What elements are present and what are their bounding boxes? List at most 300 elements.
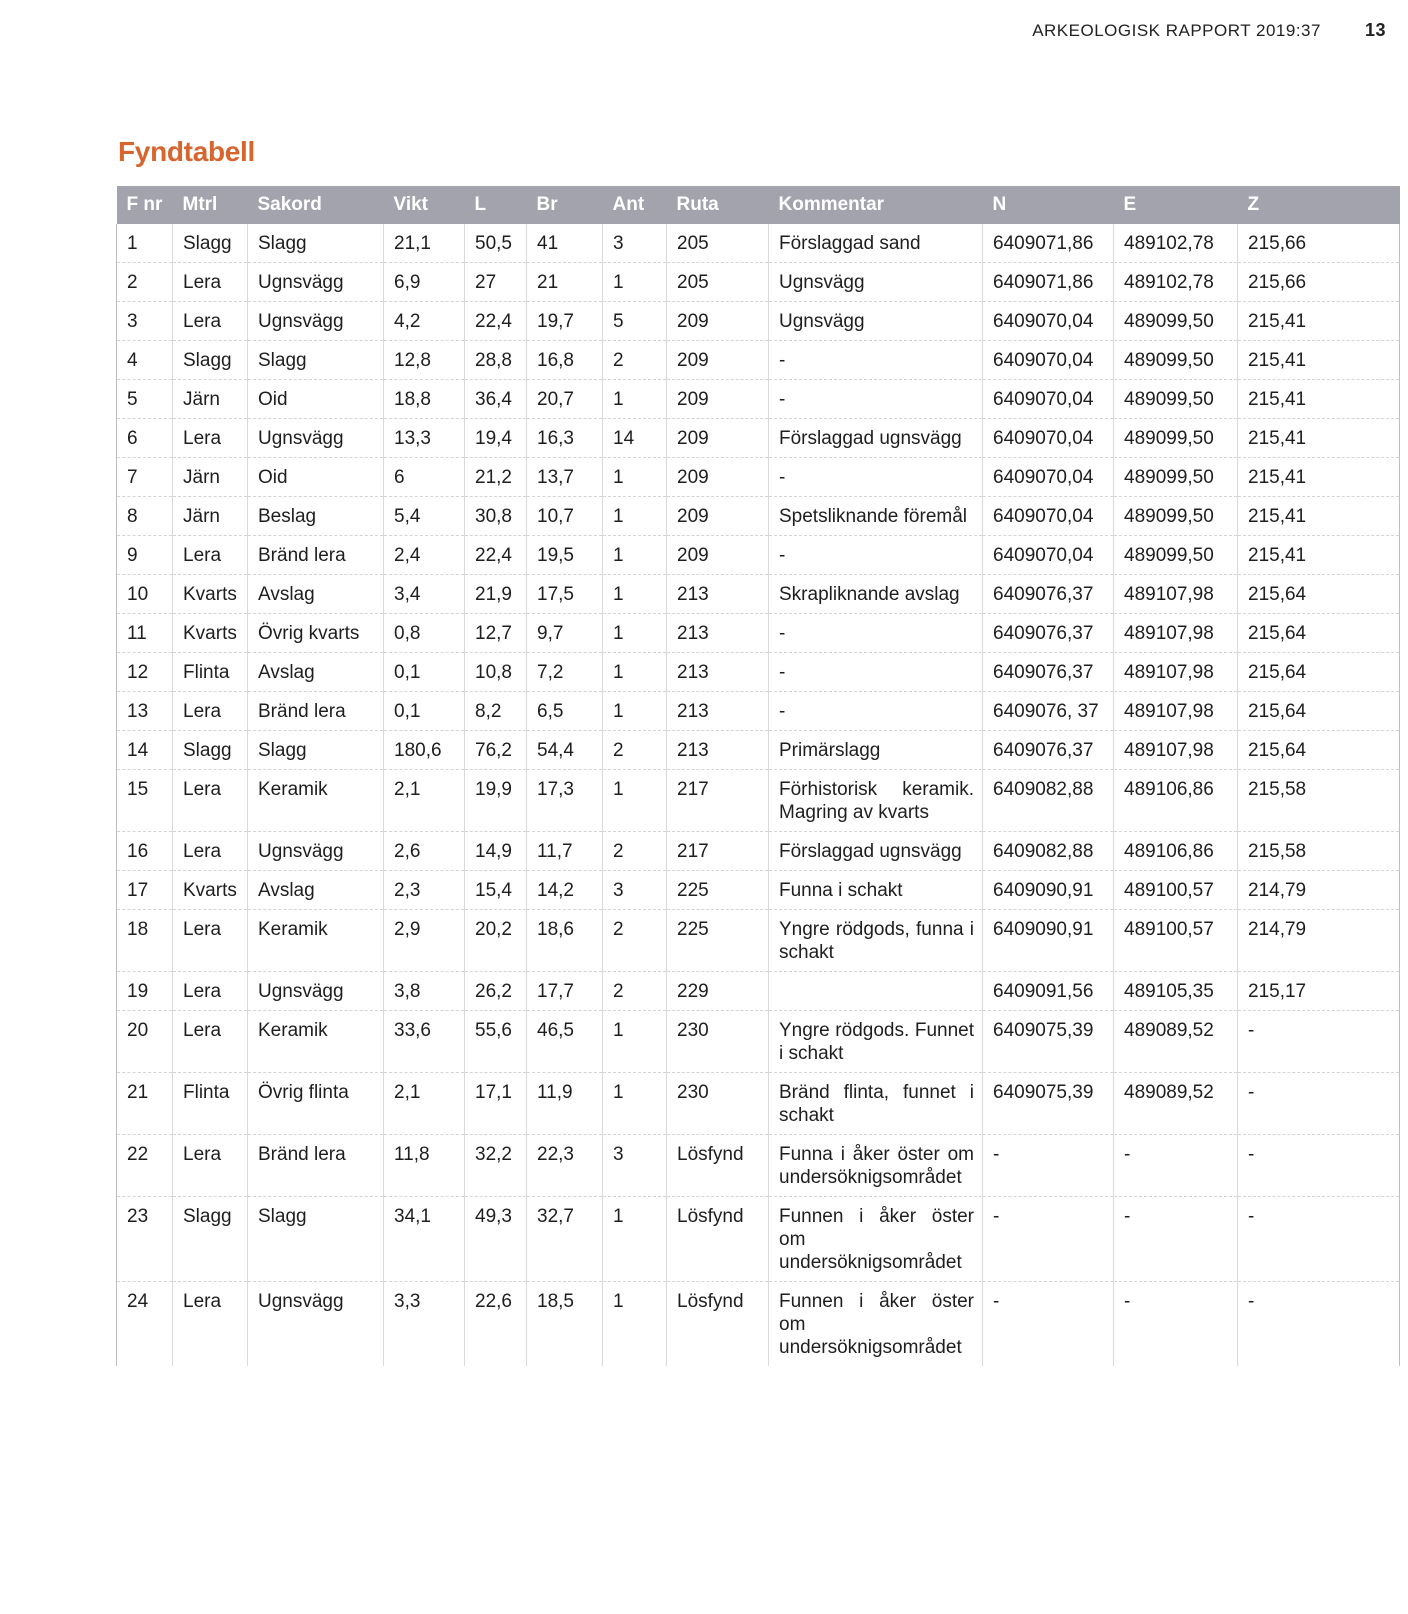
- cell-fnr: 23: [117, 1197, 173, 1282]
- cell-br: 11,7: [527, 832, 603, 871]
- cell-sakord: Keramik: [248, 1011, 384, 1073]
- cell-e: 489106,86: [1114, 770, 1238, 832]
- cell-ant: 1: [603, 263, 667, 302]
- cell-ant: 1: [603, 1011, 667, 1073]
- cell-mtrl: Lera: [173, 1011, 248, 1073]
- cell-mtrl: Flinta: [173, 1073, 248, 1135]
- cell-kommentar: -: [769, 536, 983, 575]
- cell-mtrl: Lera: [173, 302, 248, 341]
- table-row: [117, 1282, 1400, 1367]
- cell-n: 6409076,37: [983, 731, 1114, 770]
- cell-vikt: 2,1: [384, 1073, 465, 1135]
- cell-sakord: Avslag: [248, 575, 384, 614]
- cell-n: 6409082,88: [983, 770, 1114, 832]
- cell-mtrl: Järn: [173, 497, 248, 536]
- table-row: [117, 1197, 1400, 1282]
- cell-sakord: Bränd lera: [248, 536, 384, 575]
- table-row: [117, 731, 1400, 770]
- cell-ruta: 205: [667, 224, 769, 263]
- cell-ant: 1: [603, 497, 667, 536]
- cell-n: 6409070,04: [983, 302, 1114, 341]
- cell-mtrl: Lera: [173, 972, 248, 1011]
- cell-n: 6409076,37: [983, 614, 1114, 653]
- cell-z: 215,41: [1238, 419, 1400, 458]
- cell-ruta: 209: [667, 341, 769, 380]
- cell-l: 22,4: [465, 536, 527, 575]
- cell-z: 215,64: [1238, 575, 1400, 614]
- cell-e: 489089,52: [1114, 1073, 1238, 1135]
- cell-z: 215,41: [1238, 302, 1400, 341]
- table-row: [117, 871, 1400, 910]
- cell-n: 6409076,37: [983, 653, 1114, 692]
- cell-br: 17,5: [527, 575, 603, 614]
- table-row: [117, 972, 1400, 1011]
- cell-ant: 2: [603, 910, 667, 972]
- cell-kommentar: -: [769, 692, 983, 731]
- table-row: [117, 1073, 1400, 1135]
- cell-kommentar: Yngre rödgods. Funnet i schakt: [769, 1011, 983, 1073]
- table-row: [117, 1011, 1400, 1073]
- column-header-mtrl: Mtrl: [173, 186, 248, 224]
- cell-e: 489099,50: [1114, 341, 1238, 380]
- cell-fnr: 21: [117, 1073, 173, 1135]
- cell-e: 489102,78: [1114, 263, 1238, 302]
- cell-sakord: Slagg: [248, 731, 384, 770]
- cell-fnr: 17: [117, 871, 173, 910]
- cell-vikt: 0,1: [384, 653, 465, 692]
- cell-z: -: [1238, 1073, 1400, 1135]
- cell-n: 6409076, 37: [983, 692, 1114, 731]
- table-body: [117, 224, 1400, 1366]
- cell-vikt: 3,3: [384, 1282, 465, 1367]
- table-header-row: [117, 186, 1400, 224]
- cell-ruta: 225: [667, 871, 769, 910]
- cell-n: 6409082,88: [983, 832, 1114, 871]
- column-header-sakord: Sakord: [248, 186, 384, 224]
- cell-ruta: 209: [667, 458, 769, 497]
- cell-z: 215,41: [1238, 458, 1400, 497]
- cell-fnr: 2: [117, 263, 173, 302]
- cell-l: 14,9: [465, 832, 527, 871]
- cell-mtrl: Slagg: [173, 1197, 248, 1282]
- cell-kommentar: -: [769, 614, 983, 653]
- cell-fnr: 8: [117, 497, 173, 536]
- cell-mtrl: Flinta: [173, 653, 248, 692]
- cell-kommentar: Förhistorisk keramik. Magring av kvarts: [769, 770, 983, 832]
- cell-sakord: Keramik: [248, 770, 384, 832]
- cell-kommentar: -: [769, 341, 983, 380]
- cell-z: 215,66: [1238, 263, 1400, 302]
- cell-sakord: Oid: [248, 380, 384, 419]
- cell-e: 489107,98: [1114, 614, 1238, 653]
- cell-vikt: 2,1: [384, 770, 465, 832]
- cell-kommentar: Förslaggad ugnsvägg: [769, 419, 983, 458]
- cell-l: 22,6: [465, 1282, 527, 1367]
- cell-kommentar: -: [769, 653, 983, 692]
- cell-kommentar: Yngre rödgods, funna i schakt: [769, 910, 983, 972]
- cell-vikt: 6: [384, 458, 465, 497]
- column-header-n: N: [983, 186, 1114, 224]
- cell-e: -: [1114, 1282, 1238, 1367]
- cell-vikt: 3,4: [384, 575, 465, 614]
- cell-br: 32,7: [527, 1197, 603, 1282]
- table-row: [117, 302, 1400, 341]
- cell-sakord: Avslag: [248, 653, 384, 692]
- cell-fnr: 16: [117, 832, 173, 871]
- cell-vikt: 34,1: [384, 1197, 465, 1282]
- cell-br: 19,5: [527, 536, 603, 575]
- cell-ruta: 213: [667, 614, 769, 653]
- column-header-e: E: [1114, 186, 1238, 224]
- table-row: [117, 1135, 1400, 1197]
- cell-e: 489099,50: [1114, 497, 1238, 536]
- cell-ant: 1: [603, 692, 667, 731]
- cell-ruta: 230: [667, 1073, 769, 1135]
- cell-ruta: 230: [667, 1011, 769, 1073]
- cell-sakord: Bränd lera: [248, 692, 384, 731]
- column-header-ant: Ant: [603, 186, 667, 224]
- cell-ruta: 209: [667, 302, 769, 341]
- cell-z: 215,41: [1238, 536, 1400, 575]
- cell-br: 13,7: [527, 458, 603, 497]
- cell-ant: 14: [603, 419, 667, 458]
- cell-sakord: Beslag: [248, 497, 384, 536]
- table-row: [117, 263, 1400, 302]
- cell-vikt: 5,4: [384, 497, 465, 536]
- cell-br: 18,5: [527, 1282, 603, 1367]
- cell-ant: 1: [603, 1282, 667, 1367]
- cell-ruta: 209: [667, 419, 769, 458]
- cell-ant: 3: [603, 1135, 667, 1197]
- cell-z: 215,58: [1238, 832, 1400, 871]
- cell-l: 22,4: [465, 302, 527, 341]
- cell-ruta: 229: [667, 972, 769, 1011]
- cell-br: 54,4: [527, 731, 603, 770]
- cell-br: 18,6: [527, 910, 603, 972]
- cell-n: 6409071,86: [983, 224, 1114, 263]
- cell-e: 489099,50: [1114, 380, 1238, 419]
- cell-br: 22,3: [527, 1135, 603, 1197]
- cell-vikt: 18,8: [384, 380, 465, 419]
- cell-l: 12,7: [465, 614, 527, 653]
- cell-sakord: Ugnsvägg: [248, 1282, 384, 1367]
- cell-fnr: 18: [117, 910, 173, 972]
- cell-n: 6409070,04: [983, 419, 1114, 458]
- cell-z: 215,58: [1238, 770, 1400, 832]
- cell-ruta: 217: [667, 770, 769, 832]
- cell-e: 489100,57: [1114, 910, 1238, 972]
- cell-vikt: 12,8: [384, 341, 465, 380]
- cell-kommentar: Primärslagg: [769, 731, 983, 770]
- cell-kommentar: Funna i åker öster om undersöknigsområdet: [769, 1135, 983, 1197]
- cell-ant: 1: [603, 653, 667, 692]
- cell-ant: 2: [603, 832, 667, 871]
- column-header-br: Br: [527, 186, 603, 224]
- cell-mtrl: Slagg: [173, 224, 248, 263]
- cell-n: -: [983, 1282, 1114, 1367]
- table-row: [117, 341, 1400, 380]
- table-row: [117, 419, 1400, 458]
- cell-sakord: Avslag: [248, 871, 384, 910]
- cell-z: -: [1238, 1197, 1400, 1282]
- cell-sakord: Bränd lera: [248, 1135, 384, 1197]
- table-row: [117, 832, 1400, 871]
- cell-br: 17,7: [527, 972, 603, 1011]
- cell-n: 6409090,91: [983, 910, 1114, 972]
- page-number: 13: [1364, 20, 1386, 40]
- cell-n: 6409091,56: [983, 972, 1114, 1011]
- find-table: [116, 186, 1400, 1366]
- cell-mtrl: Kvarts: [173, 871, 248, 910]
- cell-fnr: 14: [117, 731, 173, 770]
- cell-z: 215,64: [1238, 692, 1400, 731]
- cell-l: 21,9: [465, 575, 527, 614]
- cell-kommentar: -: [769, 458, 983, 497]
- table-row: [117, 224, 1400, 263]
- running-header: [1032, 20, 1386, 41]
- cell-e: 489107,98: [1114, 692, 1238, 731]
- cell-br: 16,8: [527, 341, 603, 380]
- cell-vikt: 11,8: [384, 1135, 465, 1197]
- cell-ant: 3: [603, 871, 667, 910]
- cell-mtrl: Slagg: [173, 341, 248, 380]
- cell-n: 6409070,04: [983, 380, 1114, 419]
- cell-z: 215,17: [1238, 972, 1400, 1011]
- cell-sakord: Keramik: [248, 910, 384, 972]
- cell-l: 50,5: [465, 224, 527, 263]
- cell-l: 19,9: [465, 770, 527, 832]
- cell-mtrl: Järn: [173, 380, 248, 419]
- cell-fnr: 19: [117, 972, 173, 1011]
- cell-ruta: 213: [667, 575, 769, 614]
- cell-ant: 1: [603, 380, 667, 419]
- cell-vikt: 2,6: [384, 832, 465, 871]
- cell-e: 489099,50: [1114, 458, 1238, 497]
- cell-n: -: [983, 1135, 1114, 1197]
- cell-sakord: Oid: [248, 458, 384, 497]
- cell-n: 6409075,39: [983, 1011, 1114, 1073]
- table-row: [117, 497, 1400, 536]
- cell-sakord: Övrig flinta: [248, 1073, 384, 1135]
- cell-e: 489102,78: [1114, 224, 1238, 263]
- cell-n: 6409090,91: [983, 871, 1114, 910]
- cell-l: 36,4: [465, 380, 527, 419]
- cell-fnr: 15: [117, 770, 173, 832]
- cell-fnr: 13: [117, 692, 173, 731]
- cell-ant: 1: [603, 536, 667, 575]
- cell-mtrl: Lera: [173, 832, 248, 871]
- cell-ruta: Lösfynd: [667, 1135, 769, 1197]
- cell-l: 27: [465, 263, 527, 302]
- cell-sakord: Ugnsvägg: [248, 419, 384, 458]
- cell-ant: 3: [603, 224, 667, 263]
- cell-mtrl: Slagg: [173, 731, 248, 770]
- cell-ant: 1: [603, 1073, 667, 1135]
- cell-kommentar: Funnen i åker öster om undersöknigsområdet: [769, 1197, 983, 1282]
- cell-n: 6409070,04: [983, 497, 1114, 536]
- cell-kommentar: -: [769, 380, 983, 419]
- cell-br: 7,2: [527, 653, 603, 692]
- cell-n: 6409070,04: [983, 458, 1114, 497]
- cell-n: 6409071,86: [983, 263, 1114, 302]
- cell-z: 214,79: [1238, 910, 1400, 972]
- cell-mtrl: Lera: [173, 1135, 248, 1197]
- report-title: ARKEOLOGISK RAPPORT 2019:37: [1032, 21, 1321, 40]
- cell-br: 11,9: [527, 1073, 603, 1135]
- cell-ruta: 209: [667, 380, 769, 419]
- cell-kommentar: Funna i schakt: [769, 871, 983, 910]
- cell-z: 215,66: [1238, 224, 1400, 263]
- cell-l: 20,2: [465, 910, 527, 972]
- cell-br: 6,5: [527, 692, 603, 731]
- cell-mtrl: Kvarts: [173, 614, 248, 653]
- cell-z: 215,64: [1238, 731, 1400, 770]
- table-row: [117, 536, 1400, 575]
- cell-kommentar: Funnen i åker öster om undersöknigsområdet: [769, 1282, 983, 1367]
- cell-sakord: Ugnsvägg: [248, 302, 384, 341]
- cell-n: -: [983, 1197, 1114, 1282]
- cell-br: 14,2: [527, 871, 603, 910]
- cell-e: 489099,50: [1114, 302, 1238, 341]
- cell-e: 489089,52: [1114, 1011, 1238, 1073]
- cell-br: 20,7: [527, 380, 603, 419]
- cell-ruta: 205: [667, 263, 769, 302]
- cell-l: 21,2: [465, 458, 527, 497]
- cell-kommentar: Bränd flinta, funnet i schakt: [769, 1073, 983, 1135]
- cell-br: 16,3: [527, 419, 603, 458]
- cell-l: 76,2: [465, 731, 527, 770]
- cell-l: 30,8: [465, 497, 527, 536]
- cell-z: 215,41: [1238, 341, 1400, 380]
- table-row: [117, 692, 1400, 731]
- cell-z: -: [1238, 1282, 1400, 1367]
- cell-sakord: Ugnsvägg: [248, 972, 384, 1011]
- cell-mtrl: Järn: [173, 458, 248, 497]
- cell-ruta: 213: [667, 653, 769, 692]
- cell-br: 9,7: [527, 614, 603, 653]
- cell-kommentar: Ugnsvägg: [769, 302, 983, 341]
- table-row: [117, 653, 1400, 692]
- cell-ant: 1: [603, 614, 667, 653]
- table-row: [117, 614, 1400, 653]
- cell-ant: 2: [603, 341, 667, 380]
- cell-vikt: 21,1: [384, 224, 465, 263]
- cell-z: 215,41: [1238, 497, 1400, 536]
- column-header-kommentar: Kommentar: [769, 186, 983, 224]
- cell-ruta: Lösfynd: [667, 1282, 769, 1367]
- cell-l: 28,8: [465, 341, 527, 380]
- cell-mtrl: Lera: [173, 536, 248, 575]
- cell-vikt: 2,3: [384, 871, 465, 910]
- cell-mtrl: Lera: [173, 263, 248, 302]
- table-row: [117, 380, 1400, 419]
- section-title: Fyndtabell: [118, 136, 256, 167]
- table-row: [117, 458, 1400, 497]
- cell-z: 215,64: [1238, 614, 1400, 653]
- cell-e: 489100,57: [1114, 871, 1238, 910]
- cell-mtrl: Kvarts: [173, 575, 248, 614]
- cell-fnr: 1: [117, 224, 173, 263]
- cell-l: 17,1: [465, 1073, 527, 1135]
- cell-l: 10,8: [465, 653, 527, 692]
- cell-ruta: 217: [667, 832, 769, 871]
- cell-e: 489106,86: [1114, 832, 1238, 871]
- cell-vikt: 4,2: [384, 302, 465, 341]
- cell-fnr: 3: [117, 302, 173, 341]
- cell-mtrl: Lera: [173, 910, 248, 972]
- column-header-ruta: Ruta: [667, 186, 769, 224]
- cell-sakord: Ugnsvägg: [248, 832, 384, 871]
- cell-kommentar: Spetsliknande föremål: [769, 497, 983, 536]
- column-header-l: L: [465, 186, 527, 224]
- cell-e: 489107,98: [1114, 731, 1238, 770]
- cell-n: 6409076,37: [983, 575, 1114, 614]
- cell-sakord: Slagg: [248, 1197, 384, 1282]
- cell-ruta: 213: [667, 692, 769, 731]
- cell-br: 10,7: [527, 497, 603, 536]
- cell-vikt: 13,3: [384, 419, 465, 458]
- cell-sakord: Slagg: [248, 224, 384, 263]
- cell-l: 32,2: [465, 1135, 527, 1197]
- cell-mtrl: Lera: [173, 419, 248, 458]
- cell-l: 55,6: [465, 1011, 527, 1073]
- cell-e: 489099,50: [1114, 419, 1238, 458]
- cell-br: 46,5: [527, 1011, 603, 1073]
- cell-z: 215,41: [1238, 380, 1400, 419]
- cell-kommentar: Skrapliknande avslag: [769, 575, 983, 614]
- cell-fnr: 20: [117, 1011, 173, 1073]
- cell-vikt: 3,8: [384, 972, 465, 1011]
- column-header-z: Z: [1238, 186, 1400, 224]
- cell-e: 489099,50: [1114, 536, 1238, 575]
- table-row: [117, 575, 1400, 614]
- cell-mtrl: Lera: [173, 1282, 248, 1367]
- cell-fnr: 9: [117, 536, 173, 575]
- cell-fnr: 22: [117, 1135, 173, 1197]
- cell-z: -: [1238, 1135, 1400, 1197]
- cell-z: 214,79: [1238, 871, 1400, 910]
- cell-e: 489107,98: [1114, 575, 1238, 614]
- cell-fnr: 4: [117, 341, 173, 380]
- cell-vikt: 0,8: [384, 614, 465, 653]
- cell-e: -: [1114, 1135, 1238, 1197]
- cell-n: 6409075,39: [983, 1073, 1114, 1135]
- column-header-vikt: Vikt: [384, 186, 465, 224]
- cell-br: 19,7: [527, 302, 603, 341]
- cell-vikt: 33,6: [384, 1011, 465, 1073]
- cell-fnr: 12: [117, 653, 173, 692]
- cell-n: 6409070,04: [983, 341, 1114, 380]
- cell-e: 489107,98: [1114, 653, 1238, 692]
- cell-ant: 2: [603, 972, 667, 1011]
- cell-ruta: 209: [667, 497, 769, 536]
- table-row: [117, 770, 1400, 832]
- cell-mtrl: Lera: [173, 770, 248, 832]
- cell-ruta: 225: [667, 910, 769, 972]
- cell-l: 49,3: [465, 1197, 527, 1282]
- cell-vikt: 6,9: [384, 263, 465, 302]
- cell-ant: 1: [603, 575, 667, 614]
- cell-fnr: 10: [117, 575, 173, 614]
- cell-fnr: 5: [117, 380, 173, 419]
- cell-vikt: 0,1: [384, 692, 465, 731]
- cell-l: 26,2: [465, 972, 527, 1011]
- cell-e: -: [1114, 1197, 1238, 1282]
- cell-ruta: 209: [667, 536, 769, 575]
- cell-fnr: 24: [117, 1282, 173, 1367]
- cell-sakord: Övrig kvarts: [248, 614, 384, 653]
- cell-l: 8,2: [465, 692, 527, 731]
